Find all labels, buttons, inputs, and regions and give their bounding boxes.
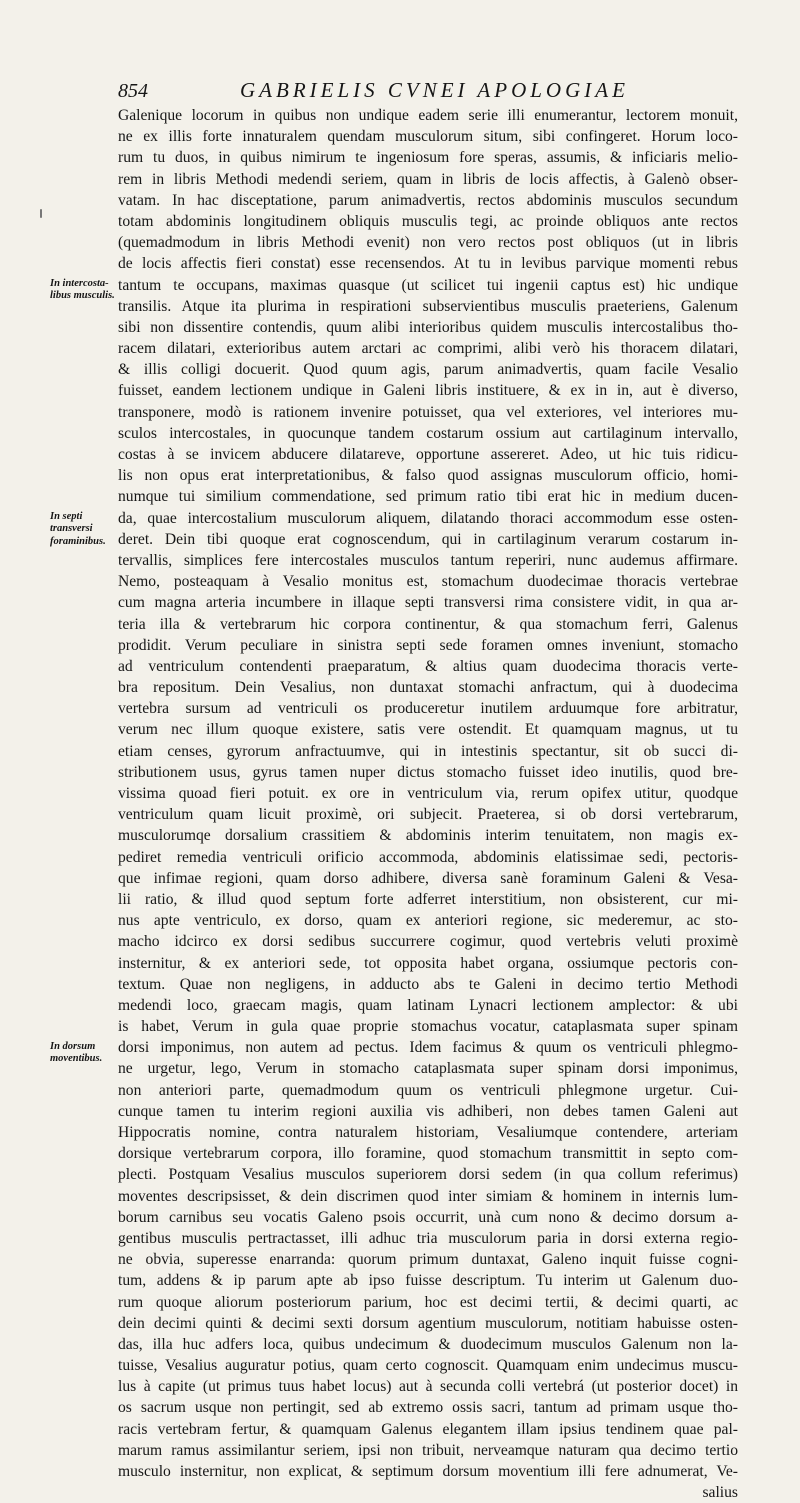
text-line: etiam censes, gyrorum anfractuumve, qui in intestinis spectantur, sit ob succi di- [118,742,738,760]
text-line: das, illa huc adfers loca, quibus undecimum & duodecimum musculos Galenum non la- [118,1335,738,1353]
text-line: lii ratio, & illud quod septum forte adferret interstitium, non obsisterent, cur mi- [118,890,738,908]
text-line: transilis. Atque ita plurima in respirationi subservientibus musculis praeteriens, Galenum [118,297,738,315]
text-line: is habet, Verum in gula quae proprie stomachus vocatur, cataplasmata super spinam [118,1018,738,1036]
margin-note: In septi transversi foraminibus. [50,510,106,547]
text-line: ne urgetur, lego, Verum in stomacho cataplasmata super spinam dorsi imponimus, [118,1060,738,1078]
body-text [118,105,738,1503]
text-line: ventriculum quam licuit proximè, ori subjecit. Praeterea, si ob dorsi vertebrarum, [118,806,738,824]
text-line: insternitur, & ex anteriori sede, tot opposita habet organa, ossiumque pectoris con- [118,954,738,972]
text-line: (quemadmodum in libris Methodi evenit) non vero rectos post obliquos (ut in libris [118,234,738,252]
text-line: vertebra sursum ad ventriculi os produceretur inutilem arduumque fore arbitratur, [118,700,738,718]
text-line: ne ex illis forte innaturalem quendam musculorum situm, sibi confingeret. Horum loco- [118,128,738,146]
text-line: verum nec illum quoque existere, satis vere ostendit. Et quamquam magnus, ut tu [118,721,738,739]
text-line: moventes descripsisset, & dein discrimen quod inter simiam & hominem in internis lum- [118,1187,738,1205]
text-line: vatam. In hac disceptatione, parum animadvertis, rectos abdominis musculos secundum [118,191,738,209]
margin-note: In intercosta- libus musculis. [50,277,115,302]
text-line: bra repositum. Dein Vesalius, non duntaxat stomachi anfractum, qui à duodecima [118,679,738,697]
text-line: rum tu duos, in quibus nimirum te ingeniosum fore speras, assumis, & inficiaris melio- [118,149,738,167]
text-line: prodidit. Verum peculiare in sinistra septi sede foramen omnes inveniunt, stomacho [118,636,738,654]
text-line: costas à se invicem abducere dilatareve, opportune assereret. Adeo, ut hic tuis ridicu- [118,446,738,463]
ink-speck [40,209,42,218]
text-line: tum, addens & ip parum apte ab ipso fuisse descriptum. Tu interim ut Galenum duo- [118,1272,738,1290]
text-line: rum quoque aliorum posteriorum parium, hoc est decimi tertii, & decimi quarti, ac [118,1293,738,1311]
text-line: musculorumqe dorsalium crassitiem & abdominis interim tenuitatem, non magis ex- [118,827,738,845]
text-line: dorsi imponimus, non autem ad pectus. Idem facimus & quum os ventriculi phlegmo- [118,1039,738,1057]
text-line: teria illa & vertebrarum hic corpora continentur, & qua stomachum ferri, Galenus [118,615,738,633]
text-line: os sacrum usque non pertingit, sed ab extremo ossis sacri, tantum ad primam usque tho- [118,1399,738,1417]
margin-note: In dorsum moventibus. [50,1040,103,1065]
text-line: Hippocratis nomine, contra naturalem historiam, Vesaliumque contendere, arteriam [118,1124,738,1141]
text-line: stributionem usus, gyrus tamen nuper dictus stomacho fuisset ideo inutilis, quod bre- [118,763,738,781]
running-head: GABRIELIS CVNEI APOLOGIAE [240,78,629,102]
text-line: ne obvia, superesse enarranda: quorum primum duntaxat, Galeno inquit fuisse cogni- [118,1251,738,1269]
text-line: de locis affectis fieri constat) esse recensendos. At tu in levibus parvique momenti rebus [118,255,738,273]
text-line: cunque tamen tu interim regioni auxilia vis adhiberi, non debes tamen Galeni aut [118,1102,738,1120]
text-line: transponere, modò is rationem invenire potuisset, qua vel exteriores, vel interiores mu- [118,403,738,421]
text-line: pediret remedia ventriculi orificio accommoda, abdominis elatissimae sedi, pectoris- [118,848,738,866]
text-line: deret. Dein tibi quoque erat cognoscendum, qui in cartilaginum verarum costarum in- [118,530,738,548]
text-line: macho idcirco ex dorsi sedibus succurrere cogimur, quod vertebris veluti proximè [118,933,738,951]
text-line: sculos intercostales, in quocunque tandem costarum ossium aut cartilaginum intervallo, [118,424,738,442]
text-line: tervallis, simplices fere intercostales musculos tantum reperiri, nunc audemus affirmare. [118,551,738,569]
text-line: marum ramus assimilantur seriem, ipsi non tribuit, nerveamque naturam qua decimo tertio [118,1441,738,1459]
text-line: totam abdominis longitudinem obliquis musculis tegi, ac proinde obliquos ante rectos [118,212,738,230]
text-line: textum. Quae non negligens, in adducto abs te Galeni in decimo tertio Methodi [118,975,738,993]
text-line: lis non opus erat interpretationibus, & falso quod assignas musculorum officio, homi- [118,467,738,485]
text-line: & illis colligi docuerit. Quod quum agis, parum animadvertis, quam facile Vesalio [118,361,738,379]
text-line: nus apte ventriculo, ex dorso, quam ex anteriori regione, sic mederemur, ac sto- [118,912,738,930]
text-line: borum carnibus seu vocatis Galeno psois occurrit, unà cum nono & decimo dorsum a- [118,1208,738,1226]
text-line: musculo insternitur, non explicat, & septimum dorsum moventium illi fere adnumerat, Ve- [118,1463,738,1480]
page-number: 854 [118,80,148,102]
text-line: tuisse, Vesalius auguratur potius, quam certo cognoscit. Quamquam enim undecimus muscu- [118,1357,738,1375]
catchword: salius [702,1484,738,1502]
text-line: gentibus musculis pertractasset, illi adhuc tria musculorum paria in dorsi externa regio- [118,1229,738,1247]
text-line: lus à capite (ut primus tuus habet locus) aut à secunda colli vertebrá (ut posterior docet) in [118,1378,738,1396]
page-header [118,76,738,106]
text-line: non anteriori parte, quemadmodum quum os ventriculi phlegmone urgetur. Cui- [118,1081,738,1099]
text-line: vissima quoad fieri potuit. ex ore in ventriculum via, rerum opifex utitur, quodque [118,785,738,802]
text-line: dorsique vertebrarum corpora, illo foramine, quod stomachum transmittit in septo com- [118,1145,738,1163]
text-line: fuisset, eandem lectionem undique in Galeni libris instituere, & ex in in, aut è diverso, [118,382,738,400]
text-line: Galenique locorum in quibus non undique eadem serie illi enumerantur, lectorem monuit, [118,107,738,124]
text-line: racem dilatari, exterioribus autem arctari ac comprimi, alibi verò his thoracem dilatari, [118,340,738,358]
text-line: da, quae intercostalium musculorum aliquem, dilatando thoraci accommodum esse osten- [118,509,738,527]
text-line: Nemo, posteaquam à Vesalio monitus est, stomachum duodecimae thoracis vertebrae [118,573,738,591]
text-line: sibi non dissentire contendis, quum alibi interioribus quidem musculis intercostalibus tho- [118,318,738,336]
text-line: numque tui similium commendatione, sed primum ratio tibi erat hic in medium ducen- [118,488,738,506]
text-line: que infimae regioni, quam dorso adhibere, diversa sanè foraminum Galeni & Vesa- [118,869,738,887]
text-line: medendi loco, graecam magis, quam latinam Lynacri lectionem amplector: & ubi [118,996,738,1014]
text-line: plecti. Postquam Vesalius musculos superiorem dorsi sedem (in qua collum referimus) [118,1166,738,1184]
text-line: ad ventriculum contendenti praeparatum, & altius quam duodecima thoracis verte- [118,657,738,675]
text-line: rem in libris Methodi medendi seriem, quam in libris de locis affectis, à Galenò obser- [118,170,738,188]
text-line: tantum te occupans, maximas quasque (ut scilicet tui ingenii captus est) hic undique [118,276,738,294]
text-line: dein decimi quinti & decimi sexti dorsum agentium musculorum, notitiam habuisse osten- [118,1314,738,1332]
text-line: racis vertebram fertur, & quamquam Galenus elegantem illam ipsius tendinem quae pal- [118,1420,738,1438]
text-line: cum magna arteria incumbere in illaque septi transversi rima consistere vidit, in qua ar- [118,594,738,612]
